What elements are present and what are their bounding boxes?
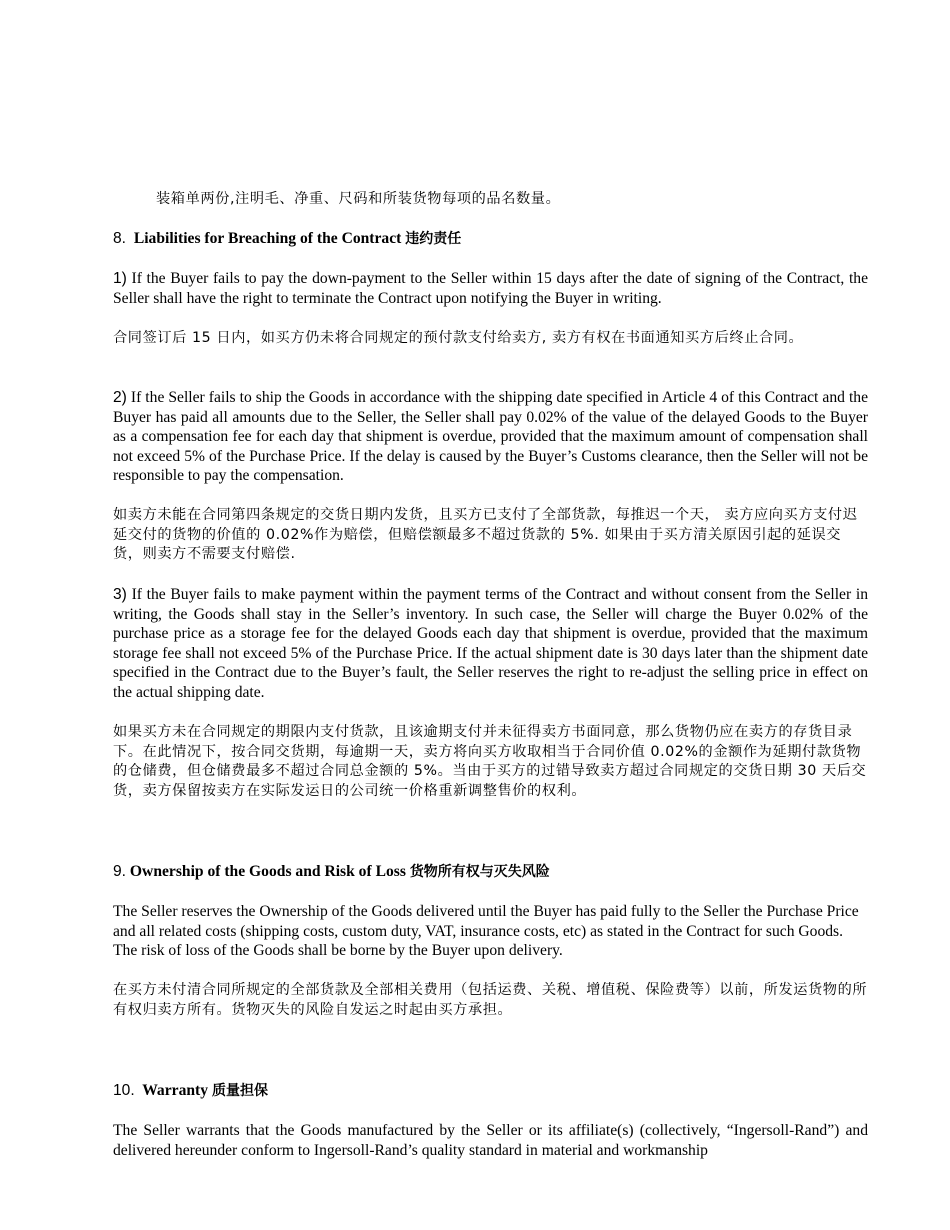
s8-paragraph-2-en [113, 388, 868, 486]
s9-paragraph-zh: 在买方未付清合同所规定的全部货款及全部相关费用（包括运费、关税、增值税、保险费等）以前，所发运货物的所有权归卖方所有。货物灭失的风险自发运之时起由买方承担。 [113, 982, 868, 1018]
section-number: 9. [113, 863, 127, 880]
section-number: 10. [113, 1082, 135, 1099]
s9-paragraph-en: The Seller reserves the Ownership of the Goods delivered until the Buyer has paid fully to the Seller the Purchase Price and all related costs (shipping costs, custom duty, VAT, insurance costs, etc) as stated in the Contract for such Goods. The risk of loss of the Goods shall be borne by the Buyer upon delivery. [113, 903, 859, 960]
section-10-heading [113, 1081, 868, 1102]
s8-paragraph-3-zh: 如果买方未在合同规定的期限内支付货款，且该逾期支付并未征得卖方书面同意，那么货物仍应在卖方的存货目录下。在此情况下，按合同交货期，每逾期一天，卖方将向买方收取相当于合同价值 0.02%的金额作为延期付款货物的仓储费，但仓储费最多不超过合同总金额的 5%。当由于买方的过错导致卖方超过合同规定的交货日期 30 天后交货，卖方保留按卖方在实际发运日的公司统一价格重新调整售价的权利。 [113, 724, 867, 799]
item-number: 3) [113, 586, 127, 603]
packing-list-line: 装箱单两份,注明毛、净重、尺码和所装货物每项的品名数量。 [156, 191, 561, 207]
paragraph-text: If the Seller fails to ship the Goods in accordance with the shipping date specified in Article 4 of this Contract and the Buyer has paid all amounts due to the Seller, the Seller shall pay 0.02% of the value of the delayed Goods to the Buyer as a compensation fee for each day that shipment is overdue, provided that the maximum amount of compensation shall not exceed 5% of the Purchase Price. If the delay is caused by the Buyer’s Customs clearance, then the Seller will not be responsible to pay the compensation. [113, 389, 868, 485]
section-9-heading [113, 862, 868, 883]
section-title: Warranty [142, 1082, 209, 1099]
s8-paragraph-2-zh: 如卖方未能在合同第四条规定的交货日期内发货，且买方已支付了全部货款，每推迟一个天， 卖方应向买方支付迟延交付的货物的价值的 0.02%作为赔偿，但赔偿额最多不超过货款的 5%. 如果由于买方清关原因引起的延误交货，则卖方不需要支付赔偿. [113, 507, 858, 563]
section-title-zh: 货物所有权与灭失风险 [409, 864, 550, 880]
section-title-zh: 违约责任 [405, 231, 462, 247]
paragraph-text: If the Buyer fails to pay the down-payment to the Seller within 15 days after the date of signing of the Contract, the Seller shall have the right to terminate the Contract upon notifying the Buyer in writing. [113, 270, 868, 307]
section-title: Ownership of the Goods and Risk of Loss [129, 863, 406, 880]
s8-paragraph-3-en [113, 585, 868, 703]
section-8-heading [113, 229, 868, 250]
s8-paragraph-1-zh: 合同签订后 15 日内，如买方仍未将合同规定的预付款支付给卖方, 卖方有权在书面通知买方后终止合同。 [113, 330, 804, 346]
item-number: 1) [113, 270, 127, 287]
item-number: 2) [113, 389, 127, 406]
s10-paragraph-en: The Seller warrants that the Goods manufactured by the Seller or its affiliate(s) (collectively, “Ingersoll-Rand”) and delivered hereunder conform to Ingersoll-Rand’s quality standard in material and workmanship [113, 1122, 868, 1159]
section-number: 8. [113, 230, 127, 247]
paragraph-text: If the Buyer fails to make payment within the payment terms of the Contract and without consent from the Seller in writing, the Goods shall stay in the Seller’s inventory. In such case, the Seller will charge the Buyer 0.02% of the purchase price as a storage fee for the delayed Goods each day that shipment is overdue, provided that the maximum storage fee shall not exceed 5% of the Purchase Price. If the actual shipment date is 30 days later than the shipment date specified in the Contract due to the Buyer’s fault, the Seller reserves the right to re-adjust the selling price in effect on the actual shipping date. [113, 586, 868, 701]
section-title-zh: 质量担保 [211, 1083, 268, 1099]
s8-paragraph-1-en [113, 269, 868, 308]
section-title: Liabilities for Breaching of the Contract [133, 230, 402, 247]
